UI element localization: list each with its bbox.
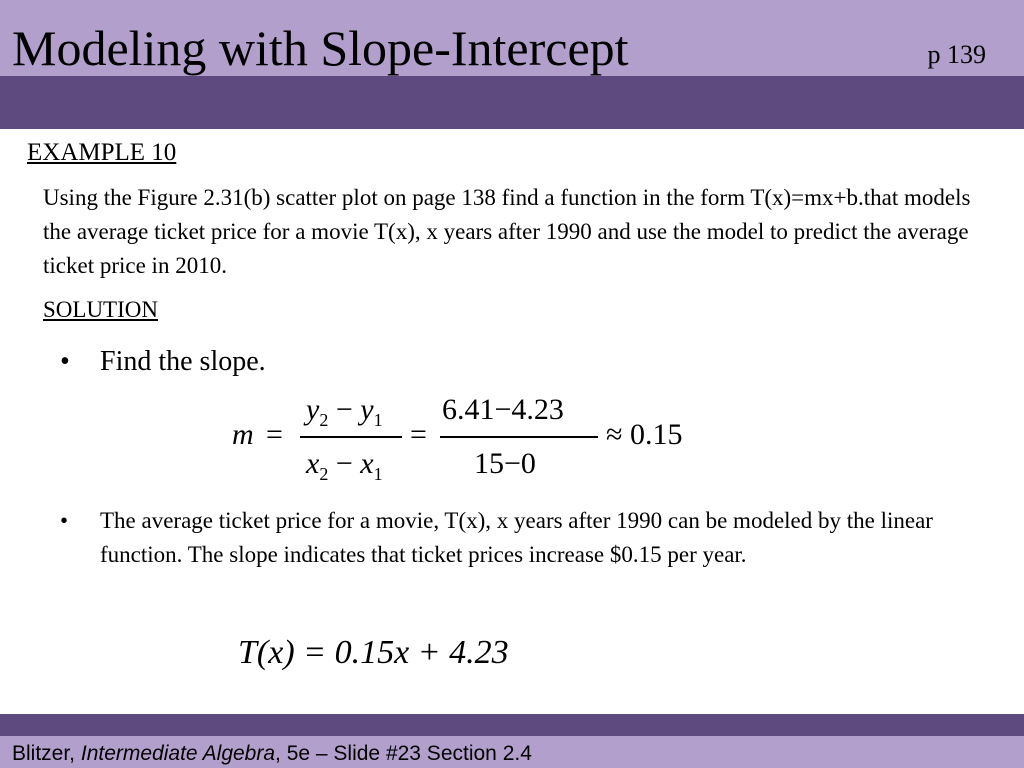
bullet-text-model: The average ticket price for a movie, T(x), x years after 1990 can be modeled by the linear function. The slope indicates that ticket prices increase $0.15 per year. [100, 508, 933, 567]
model-equation: T(x) = 0.15x + 4.23 [238, 634, 509, 671]
footer-accent-bar [0, 714, 1024, 736]
problem-statement: Using the Figure 2.31(b) scatter plot on page 138 find a function in the form T(x)=mx+b.that models the average ticket price for a movie T(x), x years after 1990 and use the model to predict the average ticket price in 2010. [43, 185, 971, 278]
footer-citation: Blitzer, Intermediate Algebra, 5e – Slide #23 Section 2.4 [12, 742, 532, 765]
fraction-denominator-values: 15−0 [474, 447, 536, 480]
title-accent-bar [0, 76, 1024, 129]
slope-m: m [232, 418, 254, 451]
fraction-bar-1 [300, 436, 402, 438]
fraction-numerator-symbolic: $y_2 - y_1$ [306, 393, 383, 430]
equals-sign-1: = [266, 418, 283, 451]
slope-result: ≈ 0.15 [606, 418, 683, 451]
solution-heading: SOLUTION [43, 297, 158, 322]
slide-title: Modeling with Slope-Intercept [12, 20, 629, 76]
bullet-marker: • [60, 346, 70, 377]
fraction-numerator-values: 6.41−4.23 [442, 393, 564, 426]
equals-sign-2: = [410, 418, 427, 451]
bullet-marker: • [60, 508, 69, 533]
page-reference: p 139 [927, 40, 986, 69]
bullet-text-find-slope: Find the slope. [100, 346, 266, 377]
fraction-denominator-symbolic: $x_2 - x_1$ [306, 447, 383, 484]
fraction-bar-2 [440, 436, 598, 438]
example-heading: EXAMPLE 10 [27, 139, 177, 166]
